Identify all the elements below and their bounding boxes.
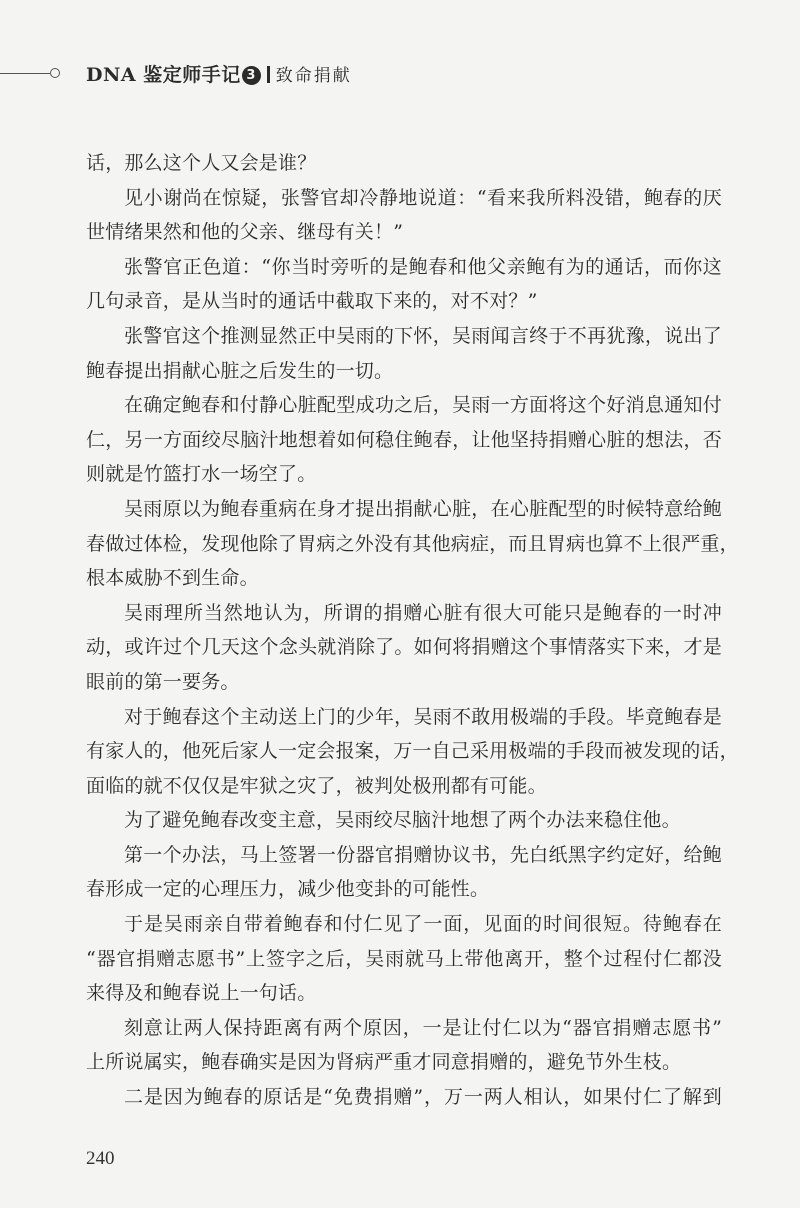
paragraph-line: 春做过体检，发现他除了胃病之外没有其他病症，而且胃病也算不上很严重， [86, 532, 739, 555]
paragraph-line: 鲍春提出捐献心脏之后发生的一切。 [86, 359, 394, 382]
paragraph-line: 世情绪果然和他的父亲、继母有关！” [86, 221, 404, 244]
paragraph-line: 第一个办法，马上签署一份器官捐赠协议书，先白纸黑字约定好，给鲍 [124, 843, 722, 866]
chapter-subtitle: 致命捐献 [275, 66, 352, 86]
paragraph-line: 张警官这个推测显然正中吴雨的下怀，吴雨闻言终于不再犹豫，说出了 [124, 324, 722, 347]
paragraph-line: 眼前的第一要务。 [86, 670, 240, 693]
paragraph-line: 刻意让两人保持距离有两个原因，一是让付仁以为“器官捐赠志愿书” [124, 1016, 722, 1039]
paragraph-line: 为了避免鲍春改变主意，吴雨绞尽脑汁地想了两个办法来稳住他。 [124, 809, 681, 832]
page-number: 240 [86, 1148, 115, 1169]
paragraph-line: 根本威胁不到生命。 [86, 567, 259, 590]
paragraph-line: 春形成一定的心理压力，减少他变卦的可能性。 [86, 878, 490, 901]
paragraph-line: 几句录音，是从当时的通话中截取下来的，对不对？” [86, 290, 538, 313]
paragraph-line: 吴雨原以为鲍春重病在身才提出捐献心脏，在心脏配型的时候特意给鲍 [124, 497, 722, 520]
volume-number-badge: 3 [242, 66, 261, 85]
header-separator-bar [267, 66, 270, 83]
paragraph-line: 面临的就不仅仅是牢狱之灾了，被判处极刑都有可能。 [86, 774, 547, 797]
running-header [0, 56, 800, 92]
book-title-text: DNA 鉴定师手记 [86, 64, 241, 86]
header-circle-ornament [50, 68, 60, 78]
paragraph-line: 仁，另一方面绞尽脑汁地想着如何稳住鲍春，让他坚持捐赠心脏的想法，否 [86, 428, 722, 451]
page-body-text [86, 146, 739, 1115]
paragraph-line: “器官捐赠志愿书”上签字之后，吴雨就马上带他离开，整个过程付仁都没 [86, 947, 722, 970]
paragraph-line: 来得及和鲍春说上一句话。 [86, 982, 317, 1005]
paragraph-line: 见小谢尚在惊疑，张警官却冷静地说道：“看来我所料没错，鲍春的厌 [124, 186, 722, 209]
paragraph-line: 吴雨理所当然地认为，所谓的捐赠心脏有很大可能只是鲍春的一时冲 [124, 601, 722, 624]
paragraph-line: 二是因为鲍春的原话是“免费捐赠”，万一两人相认，如果付仁了解到 [124, 1086, 722, 1109]
paragraph-line: 有家人的，他死后家人一定会报案，万一自己采用极端的手段而被发现的话， [86, 740, 739, 763]
paragraph-line: 对于鲍春这个主动送上门的少年，吴雨不敢用极端的手段。毕竟鲍春是 [124, 705, 722, 728]
paragraph-line: 在确定鲍春和付静心脏配型成功之后，吴雨一方面将这个好消息通知付 [124, 394, 722, 417]
paragraph-line: 上所说属实，鲍春确实是因为肾病严重才同意捐赠的，避免节外生枝。 [86, 1051, 682, 1074]
book-title [86, 60, 352, 87]
paragraph-line: 话，那么这个人又会是谁？ [86, 152, 317, 174]
paragraph-line: 张警官正色道：“你当时旁听的是鲍春和他父亲鲍有为的通话，而你这 [124, 255, 722, 278]
header-rule [0, 73, 50, 74]
paragraph-line: 则就是竹篮打水一场空了。 [86, 463, 317, 486]
paragraph-line: 动，或许过个几天这个念头就消除了。如何将捐赠这个事情落实下来，才是 [86, 636, 722, 659]
paragraph-line: 于是吴雨亲自带着鲍春和付仁见了一面，见面的时间很短。待鲍春在 [124, 913, 722, 936]
